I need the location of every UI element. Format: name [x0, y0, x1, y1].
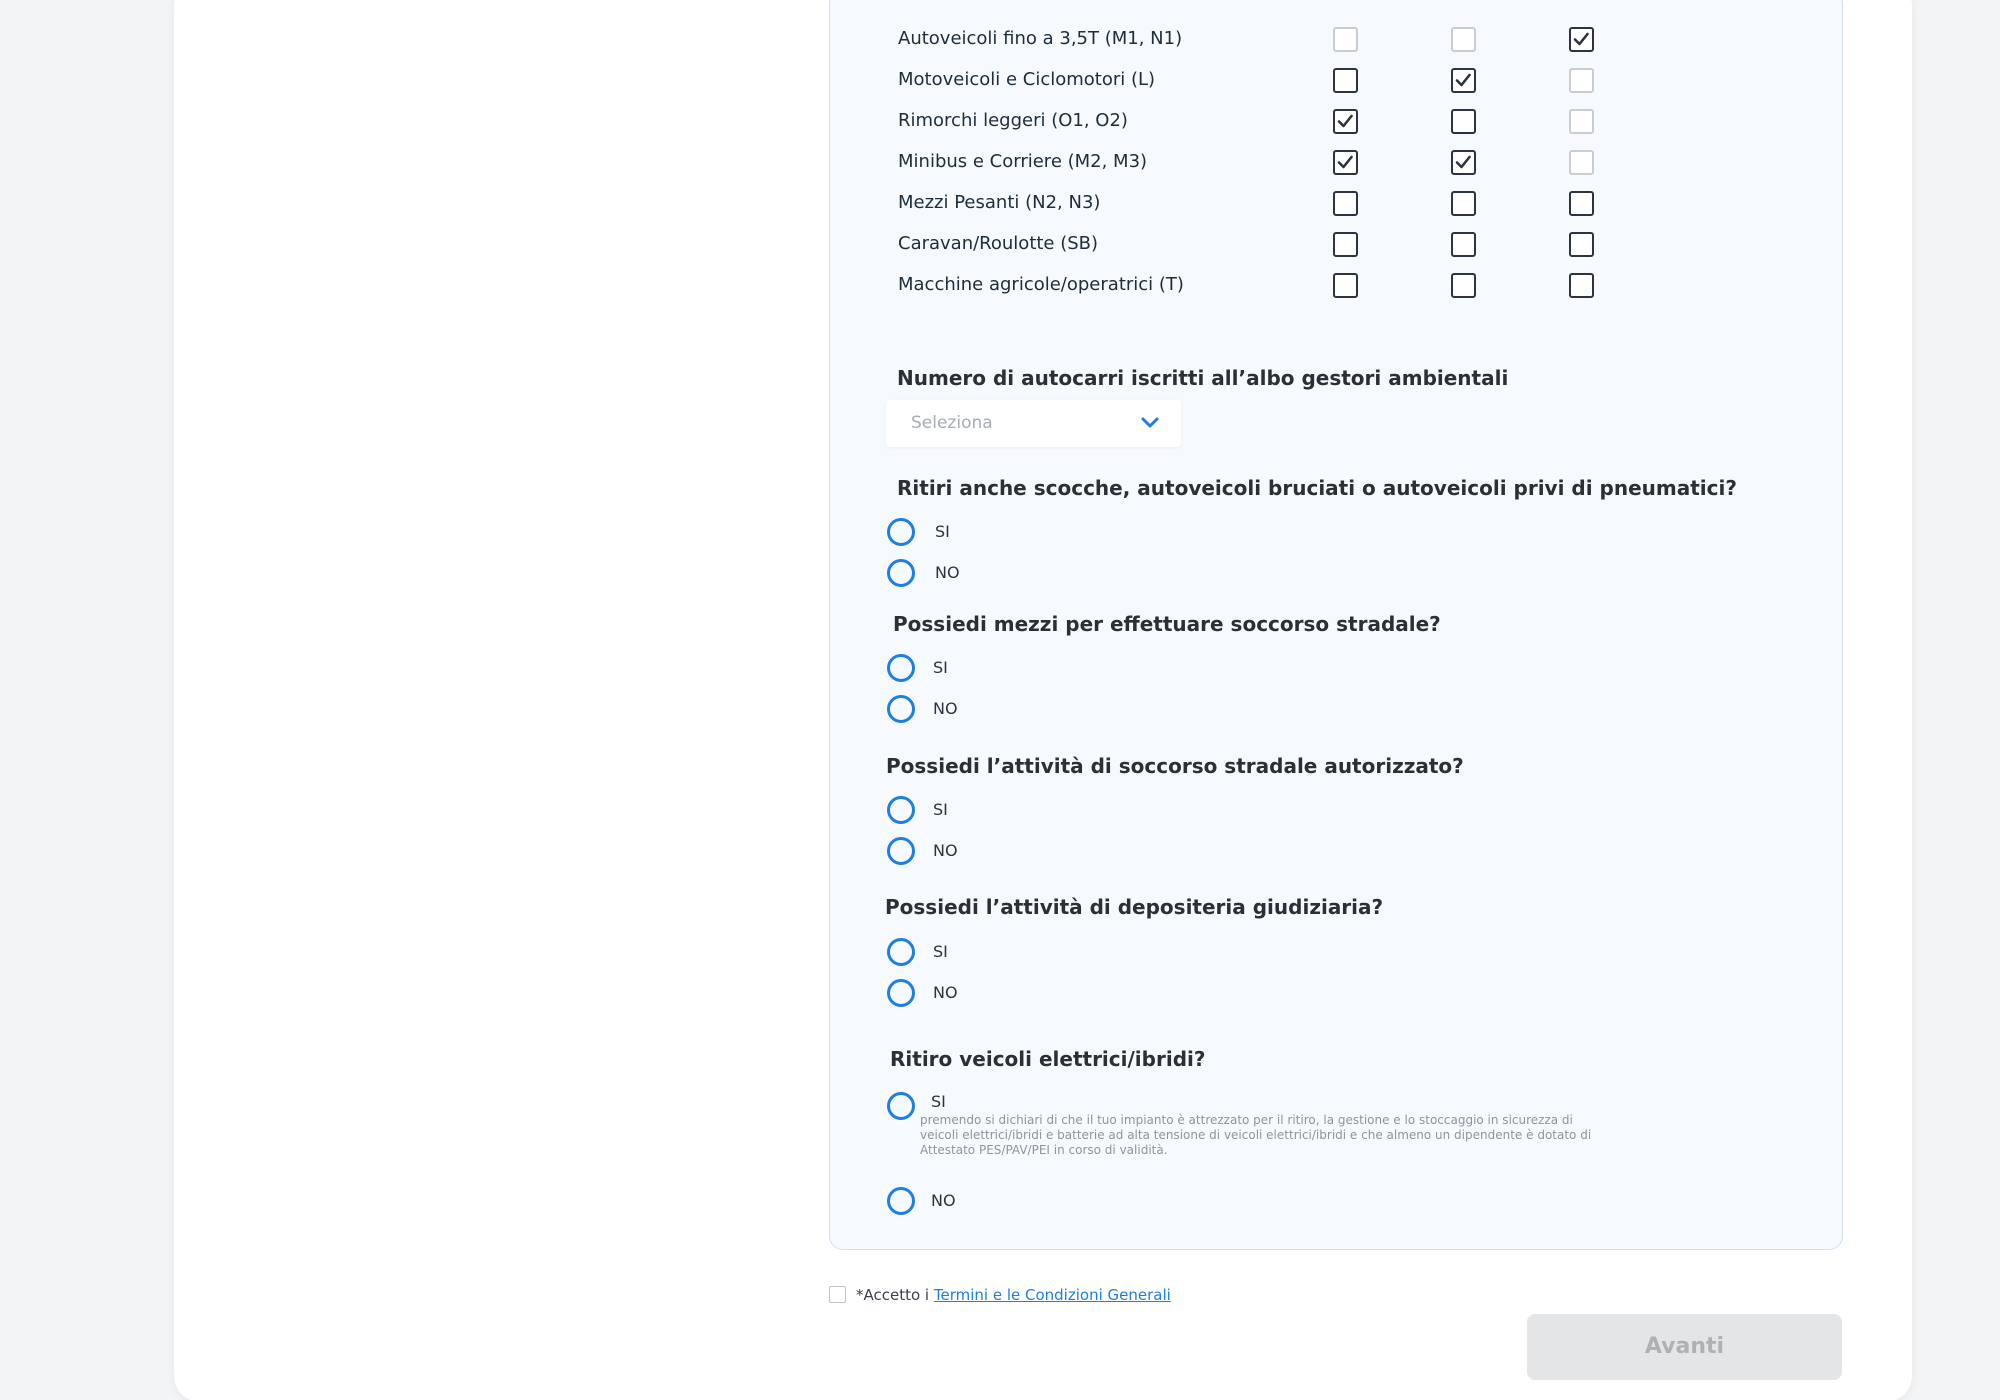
terms-link[interactable]: Termini e le Condizioni Generali — [933, 1286, 1171, 1304]
vehicle-checkbox — [1333, 27, 1358, 52]
vehicle-checkbox[interactable] — [1569, 27, 1594, 52]
vehicle-label: Macchine agricole/operatrici (T) — [898, 274, 1184, 295]
vehicle-row — [898, 61, 1618, 101]
terms-text — [856, 1286, 1171, 1304]
vehicle-row — [898, 102, 1618, 142]
radio-label: SI — [933, 658, 948, 677]
radio-label: NO — [933, 699, 958, 718]
vehicle-checkbox — [1569, 109, 1594, 134]
trucks-question-title: Numero di autocarri iscritti all’albo gestori ambientali — [897, 366, 1509, 390]
vehicle-label: Rimorchi leggeri (O1, O2) — [898, 110, 1128, 131]
radio-button[interactable] — [887, 518, 915, 546]
radio-label: SI — [931, 1092, 946, 1111]
vehicle-checkbox[interactable] — [1451, 68, 1476, 93]
vehicle-checkbox[interactable] — [1451, 232, 1476, 257]
vehicle-checkbox — [1569, 150, 1594, 175]
radio-label: NO — [933, 841, 958, 860]
radio-button[interactable] — [887, 695, 915, 723]
radio-label: SI — [933, 942, 948, 961]
vehicle-label: Autoveicoli fino a 3,5T (M1, N1) — [898, 28, 1183, 49]
vehicle-checkbox[interactable] — [1333, 273, 1358, 298]
chevron-down-icon — [1141, 414, 1159, 433]
vehicle-checkbox[interactable] — [1333, 150, 1358, 175]
terms-checkbox[interactable] — [829, 1286, 846, 1303]
vehicle-checkbox[interactable] — [1569, 232, 1594, 257]
radio-button[interactable] — [887, 1187, 915, 1215]
radio-label: NO — [931, 1191, 956, 1210]
radio-button[interactable] — [887, 938, 915, 966]
question-title: Ritiro veicoli elettrici/ibridi? — [890, 1047, 1206, 1071]
radio-label: SI — [933, 800, 948, 819]
radio-label: NO — [935, 563, 960, 582]
vehicle-checkbox[interactable] — [1333, 232, 1358, 257]
vehicle-checkbox[interactable] — [1451, 273, 1476, 298]
radio-label: NO — [933, 983, 958, 1002]
vehicle-checkbox[interactable] — [1451, 150, 1476, 175]
next-button[interactable]: Avanti — [1527, 1314, 1842, 1380]
question-title: Possiedi l’attività di depositeria giudiziaria? — [885, 895, 1384, 919]
vehicle-row — [898, 266, 1618, 306]
radio-label: SI — [935, 522, 950, 541]
radio-button[interactable] — [887, 654, 915, 682]
vehicle-checkbox[interactable] — [1569, 273, 1594, 298]
question-title: Possiedi mezzi per effettuare soccorso stradale? — [893, 612, 1441, 636]
vehicle-row — [898, 225, 1618, 265]
vehicle-checkbox[interactable] — [1333, 191, 1358, 216]
vehicle-label: Mezzi Pesanti (N2, N3) — [898, 192, 1101, 213]
trucks-select[interactable] — [886, 400, 1181, 447]
vehicle-label: Minibus e Corriere (M2, M3) — [898, 151, 1148, 172]
trucks-select-value: Seleziona — [911, 413, 993, 433]
vehicle-row — [898, 143, 1618, 183]
terms-prefix: *Accetto i — [856, 1286, 934, 1304]
electric-vehicles-note: premendo si dichiari di che il tuo impianto è attrezzato per il ritiro, la gestione e lo stoccaggio in sicurezza di veicoli elettrici/ibridi e batterie ad alta tensione di veicoli elettrici/ibridi e che almeno un dipendente è dotato di Attestato PES/PAV/PEI in corso di validità. — [920, 1113, 1592, 1157]
vehicle-row — [898, 184, 1618, 224]
vehicle-checkbox[interactable] — [1333, 68, 1358, 93]
radio-button[interactable] — [887, 979, 915, 1007]
vehicle-checkbox — [1569, 68, 1594, 93]
vehicle-checkbox[interactable] — [1451, 191, 1476, 216]
radio-button[interactable] — [887, 559, 915, 587]
question-title: Possiedi l’attività di soccorso stradale autorizzato? — [886, 754, 1464, 778]
radio-button[interactable] — [887, 1092, 915, 1120]
vehicle-checkbox — [1451, 27, 1476, 52]
radio-button[interactable] — [887, 837, 915, 865]
vehicle-checkbox[interactable] — [1569, 191, 1594, 216]
vehicle-label: Motoveicoli e Ciclomotori (L) — [898, 69, 1156, 90]
vehicle-row — [898, 20, 1618, 60]
question-title: Ritiri anche scocche, autoveicoli bruciati o autoveicoli privi di pneumatici? — [897, 476, 1737, 500]
vehicle-checkbox[interactable] — [1333, 109, 1358, 134]
vehicle-label: Caravan/Roulotte (SB) — [898, 233, 1099, 254]
vehicle-checkbox[interactable] — [1451, 109, 1476, 134]
radio-button[interactable] — [887, 796, 915, 824]
